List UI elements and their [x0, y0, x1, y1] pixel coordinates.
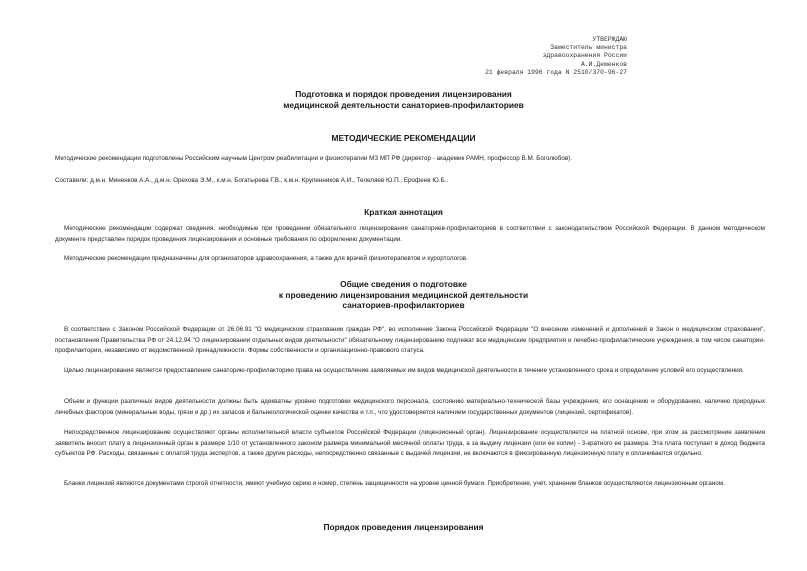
compiled-by-paragraph: Составили: д.м.н. Миненков А.А., д.м.н. Орехова Э.М., к.м.н. Богатырева Г.В., к.м.н. Крупенников А.И., Телеляев Ю.П., Ерофеев Ю.Б.. [55, 177, 449, 184]
annotation-heading-text: Краткая аннотация [364, 207, 443, 217]
document-title-line: медицинской деятельности санаториев-профилакториев [283, 99, 524, 110]
annotation-paragraph-2: Методические рекомендации предназначены для организаторов здравоохранения, а также для врачей физиотерапевтов и курортологов. [64, 255, 468, 262]
method-heading [0, 133, 807, 144]
general-heading-line: Общие сведения о подготовке [340, 279, 467, 289]
annotation-paragraph-1: Методические рекомендации содержат сведения, необходимые при проведении обязательного лицензирования санаториев-профилакториев в соответствии с законодательством Российской Федерации. В данном методическом документе представлен порядок проведения лицензирования и основные требования по оформлению документации. [55, 225, 765, 243]
general-heading [0, 279, 807, 311]
general-heading-line: санаториев-профилакториев [342, 300, 465, 310]
approval-line: 21 февраля 1996 года N 2510/370-96-27 [485, 68, 627, 76]
prepared-by-paragraph: Методические рекомендации подготовлены Российским научным Центром реабилитации и физиотерапии МЗ МП РФ (директор - академик РАМН, профессор В.М. Боголюбов). [55, 155, 573, 162]
general-paragraph-3: Объем и функции различных видов деятельности должны быть адекватны уровню подготовки медицинского персонала, состоянию материально-технической базы учреждения, его оснащению и оборудованию, наличию природных лечебных факторов (минеральные воды, грязи и др.) их запасов и бальнеологической оценки качества и т.п., что удостоверяется наличием государственных документов (лицензий, сертификатов). [55, 398, 765, 416]
approval-line: здравоохранения России [542, 52, 627, 60]
document-title-line: Подготовка и порядок проведения лицензирования [295, 89, 512, 99]
general-heading-line: к проведению лицензирования медицинской деятельности [278, 289, 529, 300]
document-title [0, 89, 807, 110]
approval-stamp [485, 36, 627, 77]
general-paragraph-5: Бланки лицензий являются документами строгой отчетности, имеют учебную серию и номер, степень защищенности на уровне ценной бумаги. Приобретение, учет, хранение бланков осуществляются лицензионным органом. [64, 480, 725, 487]
approval-line: УТВЕРЖДАЮ [592, 36, 627, 43]
general-paragraph-4: Непосредственное лицензирование осуществляют органы исполнительной власти субъектов Российской Федерации (лицензионный орган). Лицензирование осуществляется на платной основе, при этом за рассмотрение заявления заявитель вносит плату в лицензионный орган в размере 1/10 от установленного законом размера минимальной месячной оплаты труда, а за выдачу лицензии (или ее копии) - 3-кратного ее размера. Эта плата поступает в доход бюджета субъектов РФ. Расходы, связанные с оплатой труда экспертов, а также другие расходы, непосредственно связанные с выдачей лицензии, не включаются в фиксированную лицензионную плату и оплачиваются отдельно. [55, 429, 765, 458]
annotation-heading [0, 207, 807, 218]
procedure-heading-text: Порядок проведения лицензирования [323, 522, 484, 532]
procedure-heading [0, 522, 807, 533]
general-paragraph-2: Целью лицензирования является предоставление санаторию-профилакторию права на осуществление заявляемых им видов медицинской деятельности в течение установленного срока и определение условий его осуществления. [64, 367, 744, 374]
approval-line: А.И.Деменков [580, 60, 627, 68]
method-heading-text: МЕТОДИЧЕСКИЕ РЕКОМЕНДАЦИИ [331, 133, 476, 143]
general-paragraph-1: В соответствии с Законом Российской Федерации от 26.06.91 "О медицинском страховании граждан РФ", во исполнение Закона Российской Федерации "О внесении изменений и дополнений в Закон о медицинском страховании", постановления Правительства РФ от 24.12.94 "О лицензировании отдельных видов деятельности" обязательному лицензированию подлежат все медицинские предприятия и лечебно-профилактические учреждения, в том числе санатории-профилактории, независимо от ведомственной принадлежности. Формы собственности и организационно-правового статуса. [55, 326, 765, 355]
approval-line: Заместитель министра [550, 44, 627, 52]
